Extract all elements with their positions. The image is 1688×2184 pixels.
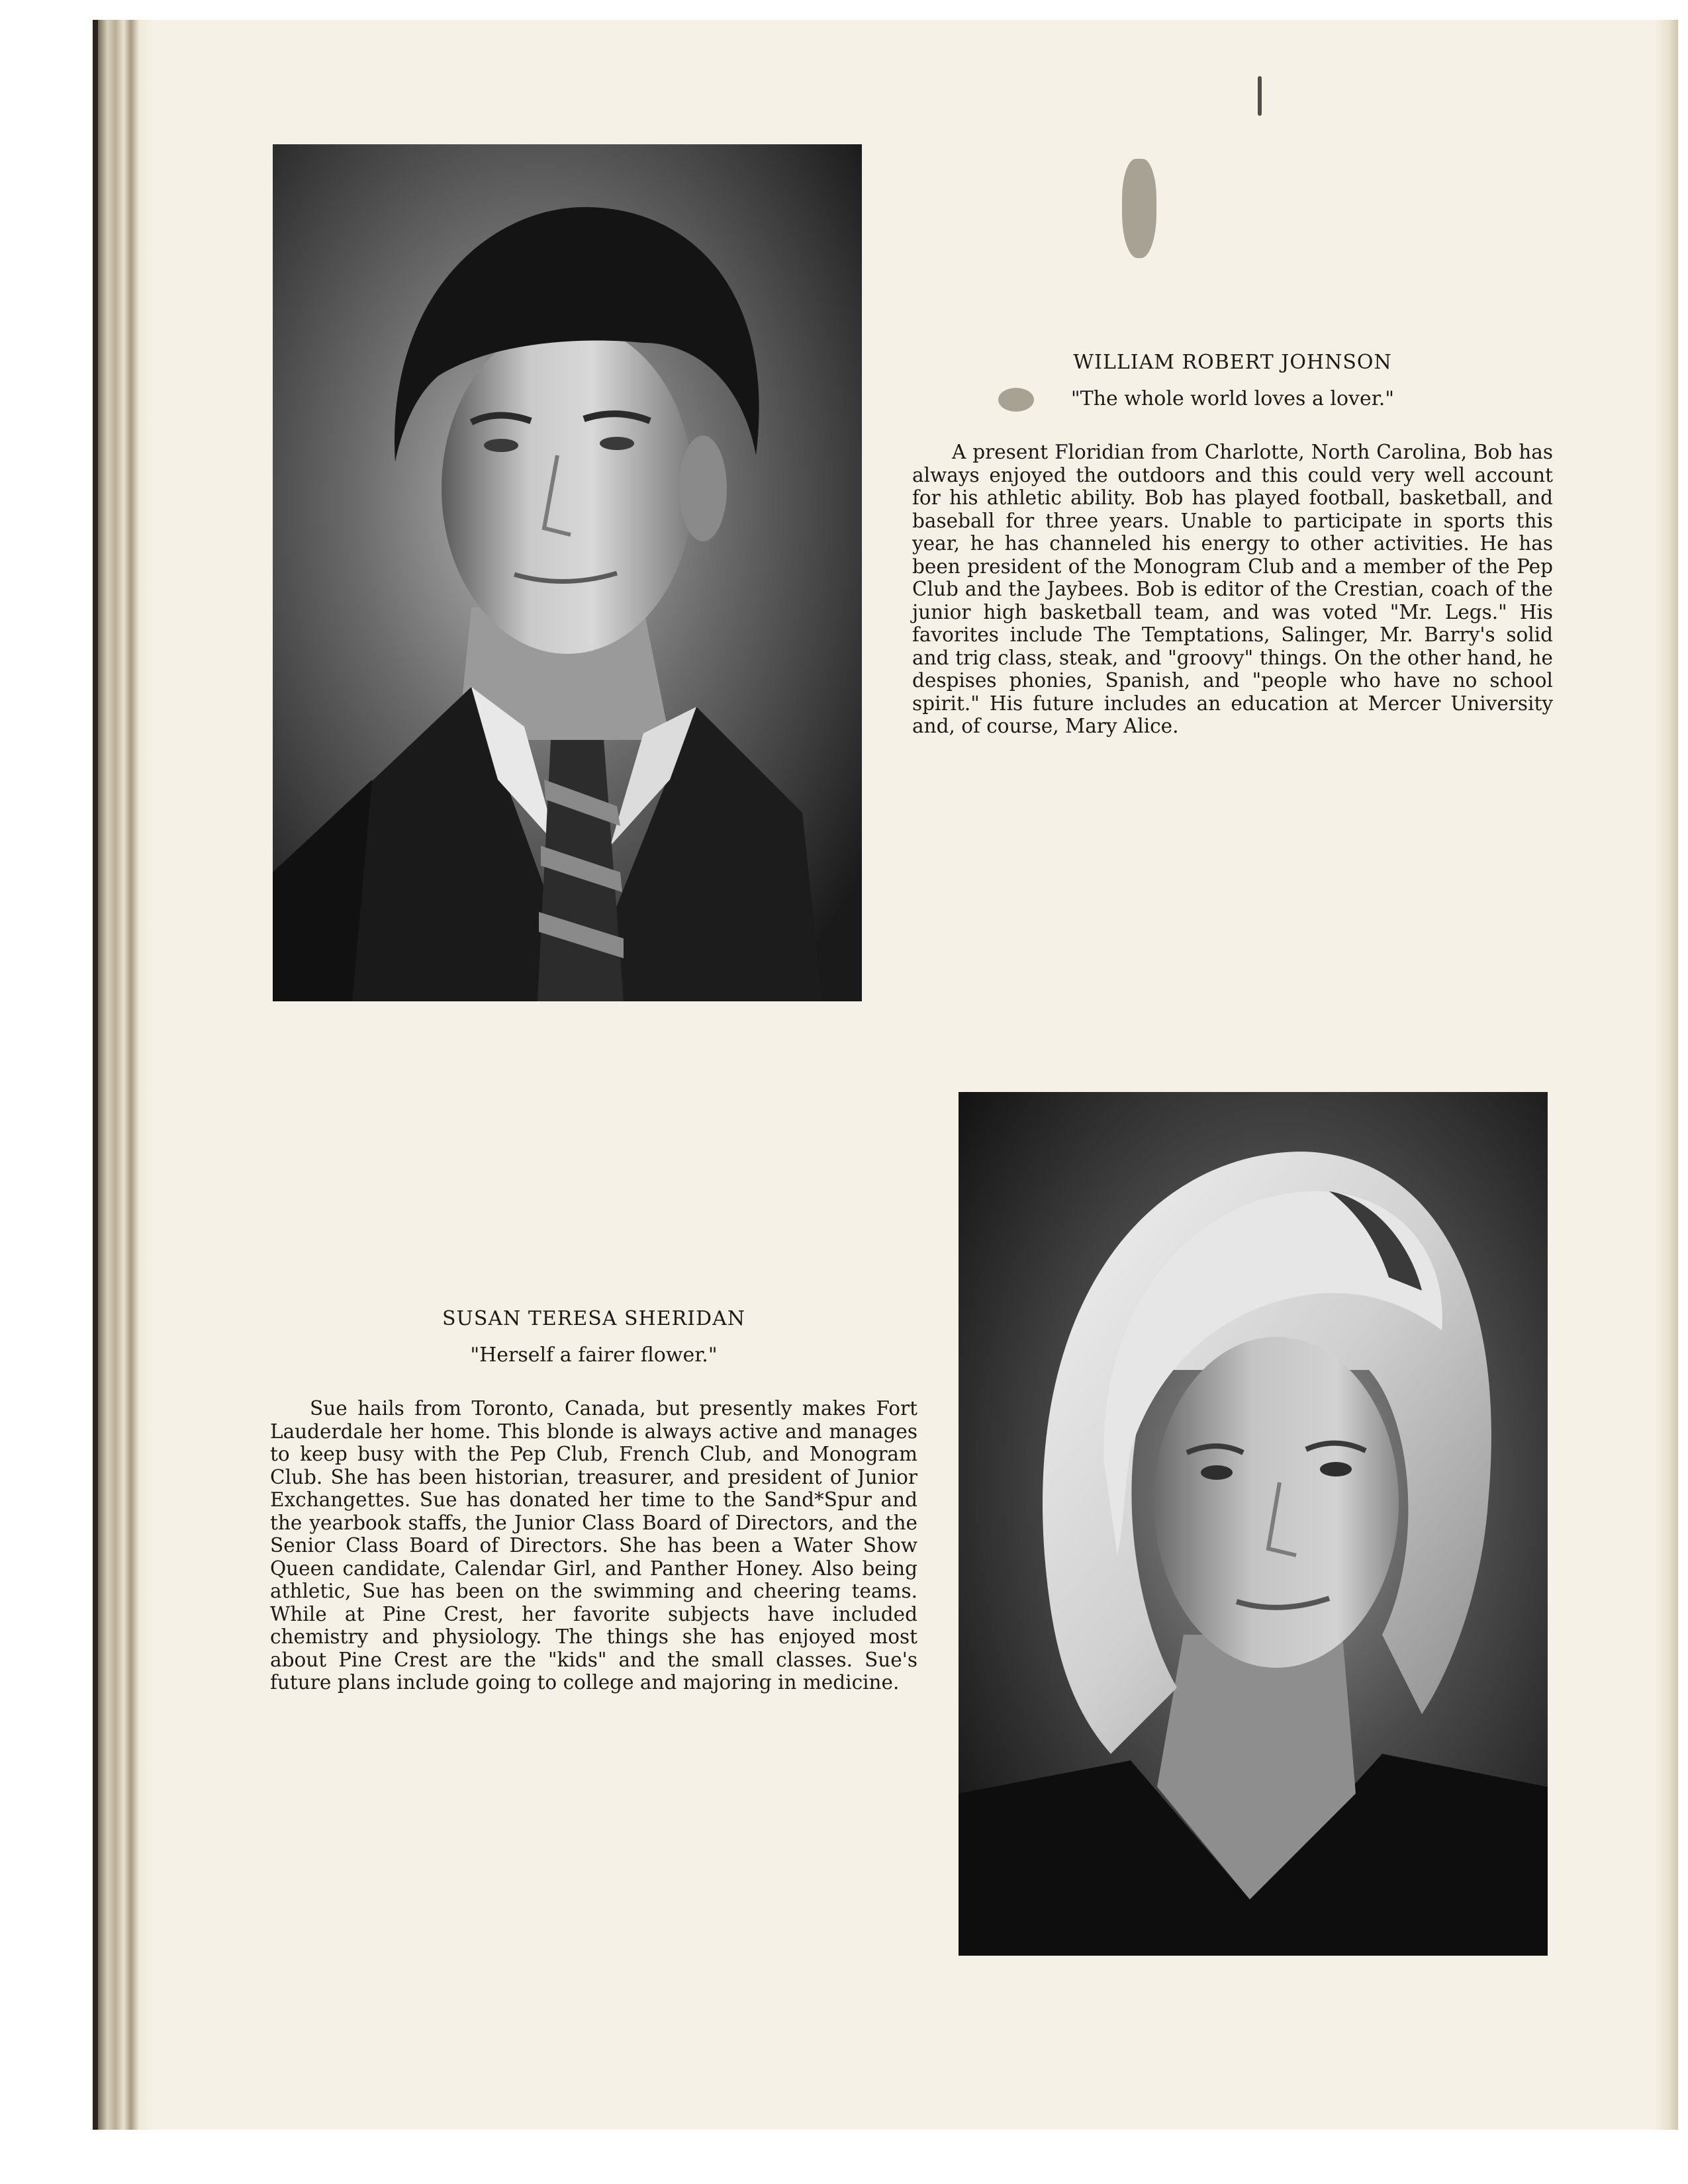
bio-johnson <box>912 351 1553 738</box>
scan-smudge <box>1122 159 1156 258</box>
portrait-johnson-image <box>273 144 862 1001</box>
student-bio: A present Floridian from Charlotte, North Carolina, Bob has always enjoyed the outdoors and this could very well account for his athletic ability. Bob has played football, basketball, and baseball for three years. Unable to participate in sports this year, he has channeled his energy to other activities. He has been president of the Monogram Club and a member of the Pep Club and the Jaybees. Bob is editor of the Crestian, coach of the junior high basketball team, and was voted "Mr. Legs." His favorites include The Temptations, Salinger, Mr. Barry's solid and trig class, steak, and "groovy" things. On the other hand, he despises phonies, Spanish, and "people who have no school spirit." His future includes an education at Mercer University and, of course, Mary Alice. <box>912 441 1553 737</box>
portrait-sheridan-image <box>959 1092 1548 1956</box>
student-name: WILLIAM ROBERT JOHNSON <box>1073 351 1392 374</box>
bio-sheridan <box>270 1307 917 1694</box>
book-binding <box>93 20 152 2131</box>
portrait-photo-johnson <box>273 144 862 1001</box>
scan-smudge <box>1258 76 1262 116</box>
page-edge <box>1655 20 1678 2131</box>
student-name: SUSAN TERESA SHERIDAN <box>442 1307 745 1330</box>
portrait-photo-sheridan <box>959 1092 1548 1956</box>
student-quote: "The whole world loves a lover." <box>1070 387 1395 410</box>
student-quote: "Herself a fairer flower." <box>470 1343 718 1367</box>
spine-shadow <box>93 20 98 2131</box>
student-bio: Sue hails from Toronto, Canada, but presently makes Fort Lauderdale her home. This blonde is always active and manages to keep busy with the Pep Club, French Club, and Monogram Club. She has been historian, treasurer, and president of Junior Exchangettes. Sue has donated her time to the Sand*Spur and the yearbook staffs, the Junior Class Board of Directors, and the Senior Class Board of Directors. She has been a Water Show Queen candidate, Calendar Girl, and Panther Honey. Also being athletic, Sue has been on the swimming and cheering teams. While at Pine Crest, her favorite subjects have included chemistry and physiology. The things she has enjoyed most about Pine Crest are the "kids" and the small classes. Sue's future plans include going to college and majoring in medicine. <box>270 1397 917 1694</box>
scan-border <box>0 2130 1688 2184</box>
